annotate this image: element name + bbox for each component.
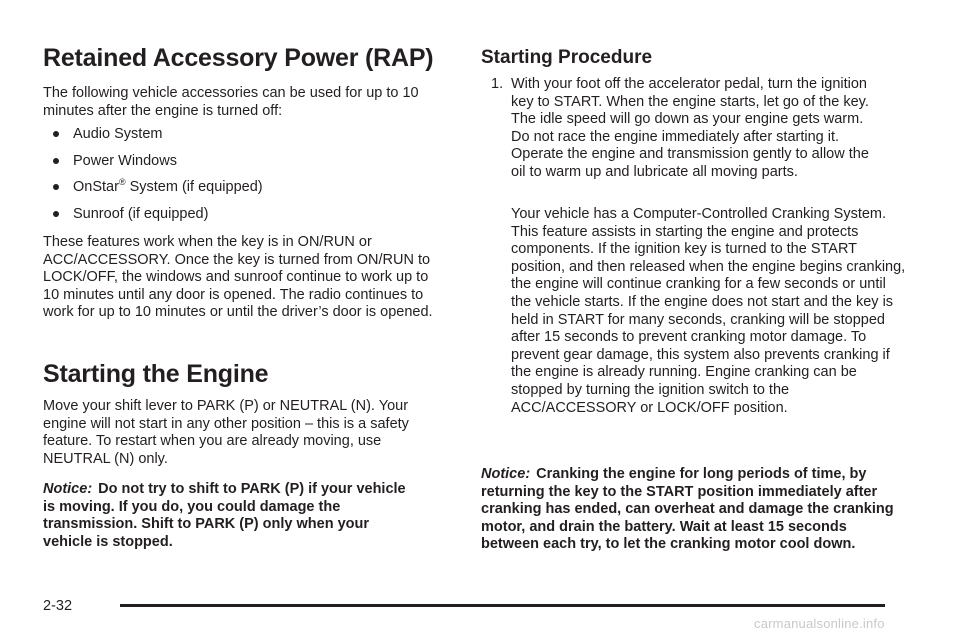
rap-heading: Retained Accessory Power (RAP)	[43, 44, 434, 72]
bullet-icon	[53, 184, 59, 190]
registered-mark: ®	[118, 177, 126, 188]
bullet-icon	[53, 131, 59, 137]
accessory-list	[43, 126, 263, 233]
list-item: OnStar® System (if equipped)	[43, 179, 263, 206]
bullet-icon	[53, 211, 59, 217]
step-1-text: With your foot off the accelerator pedal, turn the ignition key to START. When the engine starts, let go of the key. The idle speed will go down as your engine gets warm. Do not race the engine immediately after starting it. Operate the engine and transmission gently to allow the oil to warm up and lubricate all moving parts.	[511, 76, 869, 180]
rap-features-text: These features work when the key is in ON/RUN or ACC/ACCESSORY. Once the key is turned from ON/RUN to LOCK/OFF, the windows and sunroof continue to work up to 10 minutes until any door is opened. The radio continues to work for up to 10 minutes or until the driver’s door is opened.	[43, 234, 433, 321]
starting-engine-heading: Starting the Engine	[43, 360, 269, 388]
list-item: Power Windows	[43, 153, 263, 180]
notice-label: Notice:	[43, 481, 93, 497]
starting-engine-text: Move your shift lever to PARK (P) or NEUTRAL (N). Your engine will not start in any other position – this is a safety feature. To restart when you are already moving, use NEUTRAL (N) only.	[43, 398, 409, 467]
list-item: Audio System	[43, 126, 263, 153]
footer-rule	[120, 604, 885, 607]
notice-label: Notice:	[481, 466, 531, 482]
list-item: Sunroof (if equipped)	[43, 206, 263, 233]
step-number: 1.	[491, 76, 504, 92]
notice-cranking	[481, 466, 901, 554]
cranking-system-text: Your vehicle has a Computer-Controlled Cranking System. This feature assists in starting the engine and protects components. If the ignition key is turned to the START position, and then released when the engine begins cranking, the engine will continue cranking for a few seconds or until the vehicle starts. If the engine does not start and the key is held in START for many seconds, cranking will be stopped after 15 seconds to prevent cranking motor damage. To prevent gear damage, this system also prevents cranking if the engine is already running. Engine cranking can be stopped by turning the ignition switch to the ACC/ACCESSORY or LOCK/OFF position.	[511, 206, 906, 416]
notice-park	[43, 481, 418, 551]
bullet-icon	[53, 158, 59, 164]
rap-intro: The following vehicle accessories can be used for up to 10 minutes after the engine is turned off:	[43, 85, 419, 119]
starting-procedure-heading: Starting Procedure	[481, 47, 653, 68]
step-1	[481, 76, 901, 182]
watermark: carmanualsonline.info	[754, 616, 885, 631]
page-number: 2-32	[43, 598, 73, 614]
notice-text: Do not try to shift to PARK (P) if your vehicle is moving. If you do, you could damage the transmission. Shift to PARK (P) only when your vehicle is stopped.	[43, 481, 406, 550]
notice-text: Cranking the engine for long periods of time, by returning the key to the START position immediately after cranking has ended, can overheat and damage the cranking motor, and drain the battery. Wait at least 15 seconds between each try, to let the cranking motor cool down.	[481, 466, 894, 553]
